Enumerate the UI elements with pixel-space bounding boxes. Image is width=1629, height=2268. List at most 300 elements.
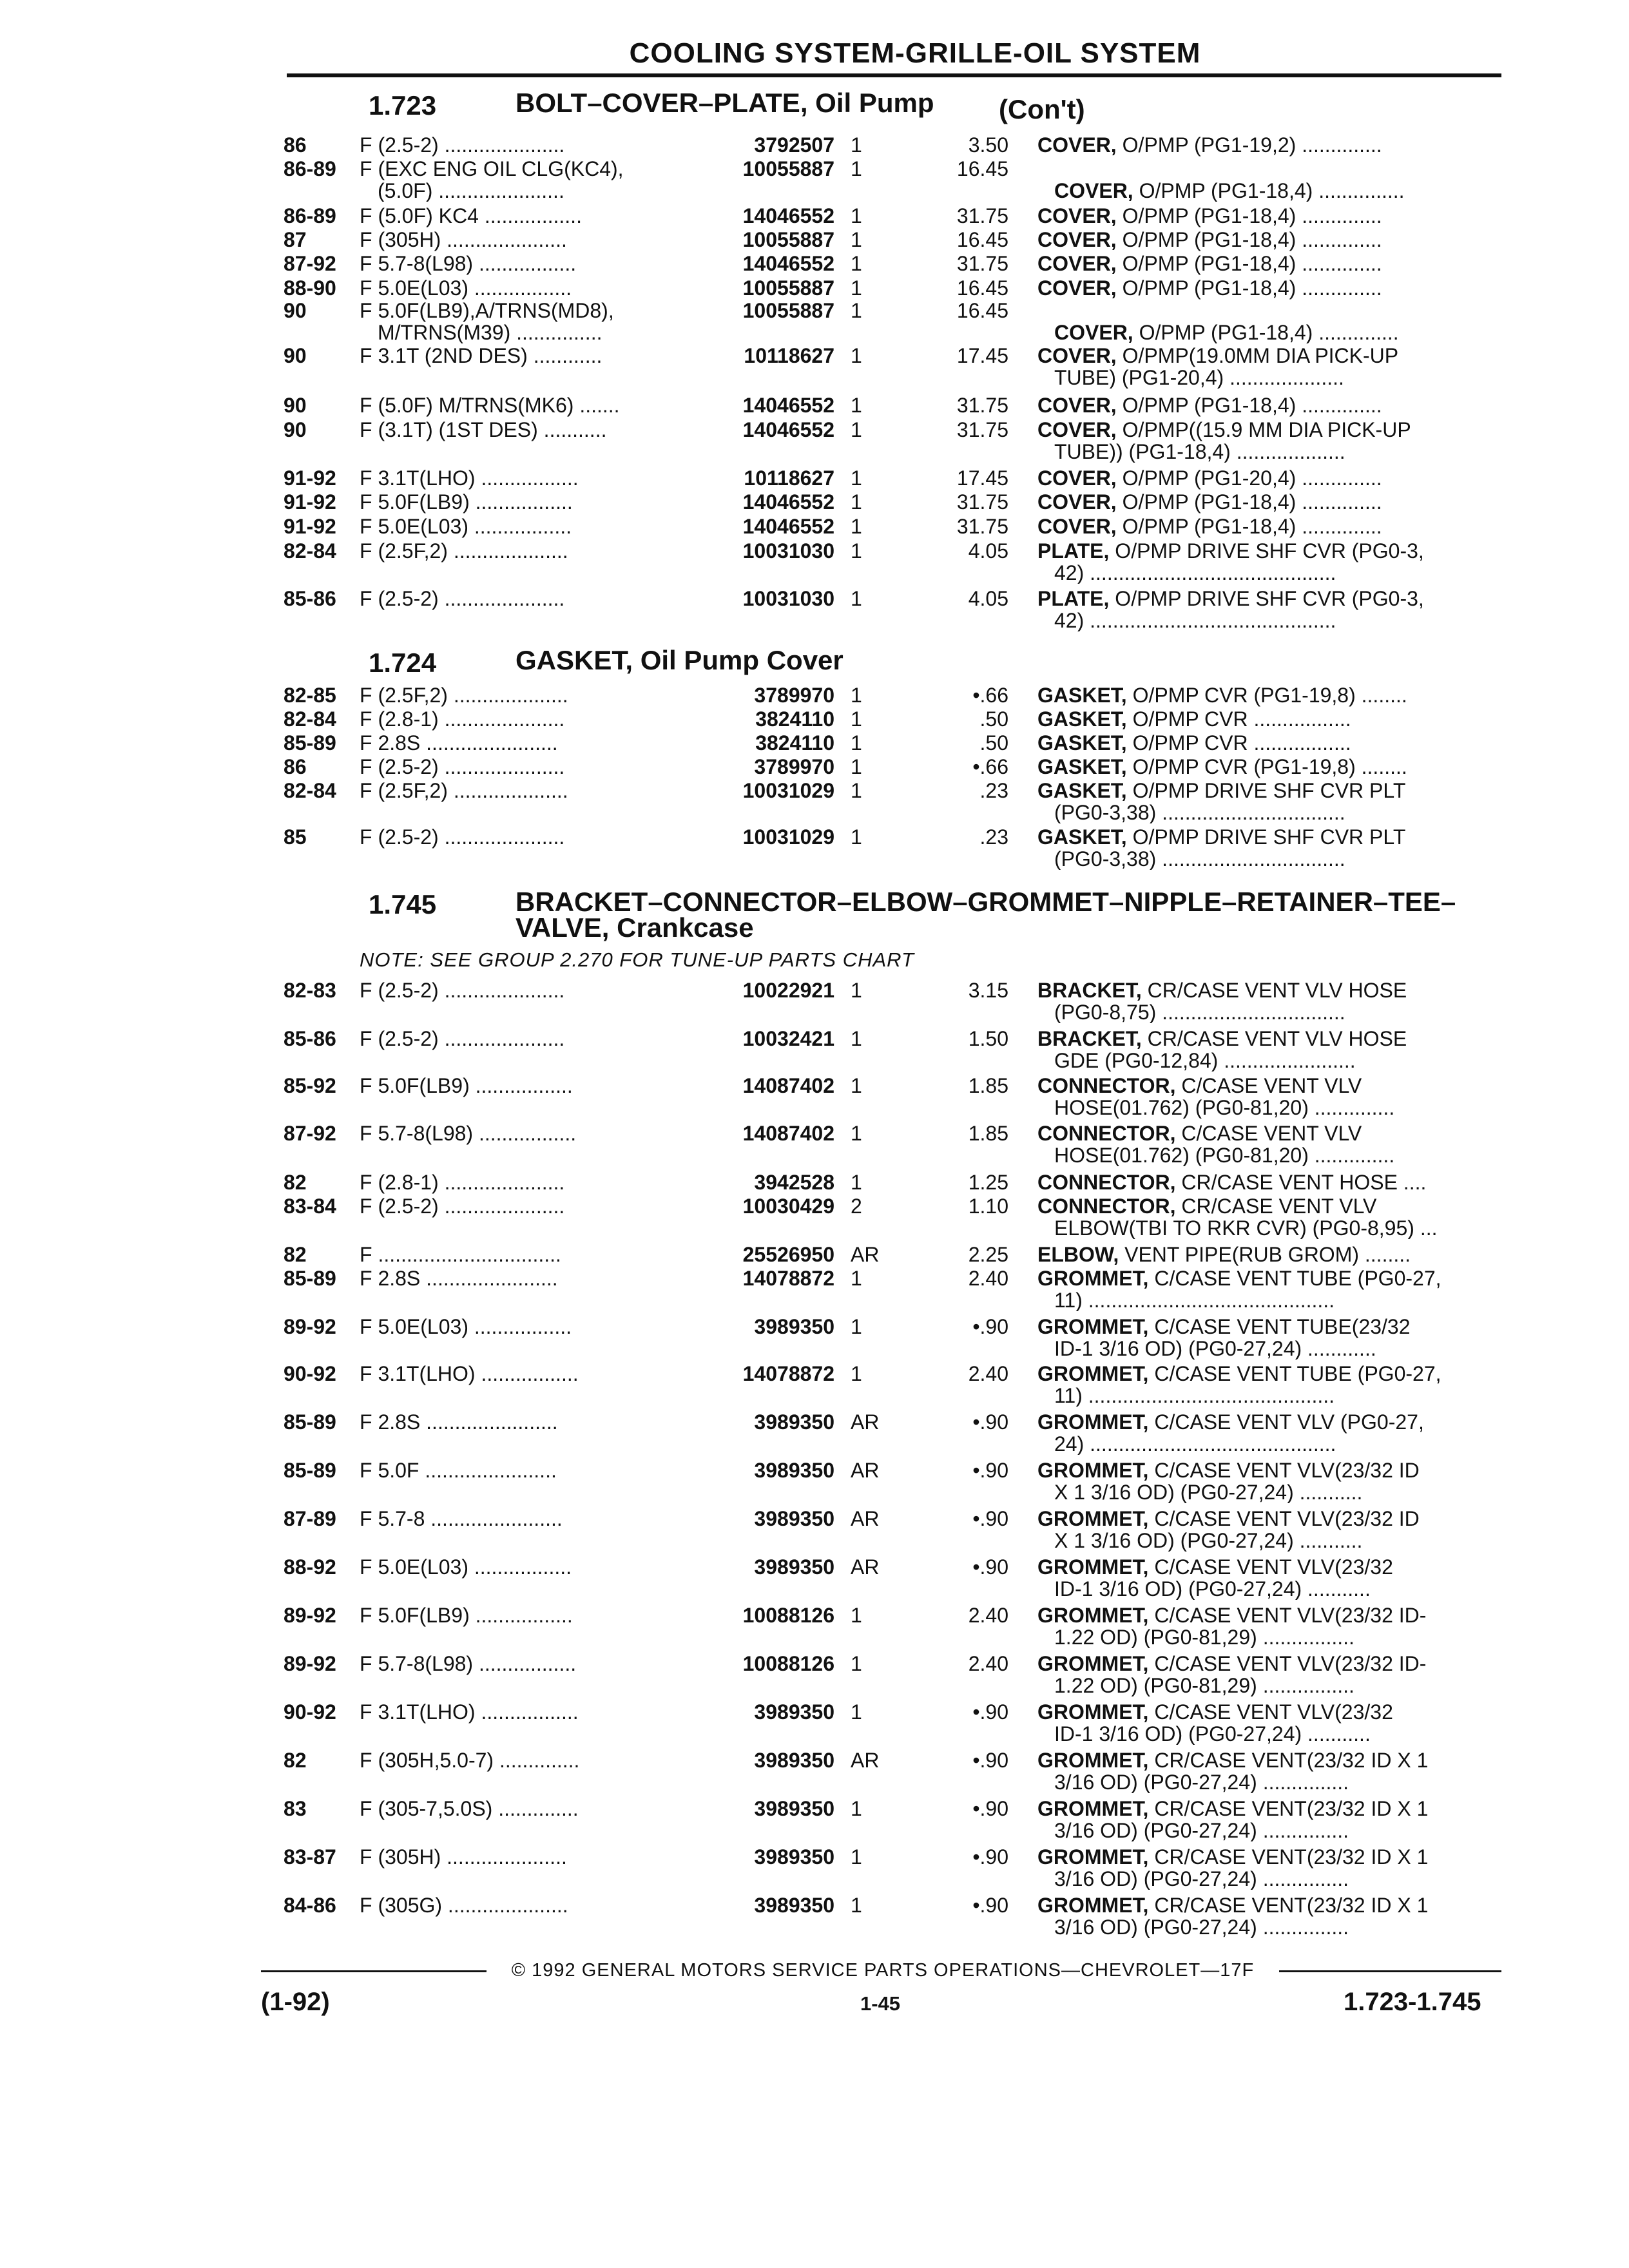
price: .50 [979,731,1008,754]
description-line: GASKET, O/PMP CVR (PG1-19,8) ........ [1037,684,1407,707]
model-year: 90 [284,299,307,322]
quantity: 1 [851,466,862,490]
footer-copyright: © 1992 GENERAL MOTORS SERVICE PARTS OPERATIONS—CHEVROLET—17F [511,1960,1255,1981]
parts-row [0,1316,1629,1361]
price: 16.45 [956,228,1008,251]
engine-line [360,848,708,870]
description-line: 24) ........................................... [1054,1432,1336,1455]
quantity: 1 [851,731,862,754]
quantity: 1 [851,490,862,514]
description-line: COVER, O/PMP (PG1-18,4) .............. [1037,253,1382,275]
engine-line: F (2.5F,2) .................... [360,780,568,802]
quantity: 1 [851,252,862,275]
engine-line: F 5.0E(L03) ................. [360,277,572,300]
description-line: COVER, O/PMP (PG1-18,4) .............. [1037,277,1382,300]
quantity: 1 [851,1797,862,1820]
part-number: 10055887 [742,157,834,180]
part-number: 10031029 [742,825,834,849]
engine-line [360,1916,708,1938]
description-line: COVER, O/PMP (PG1-18,4) .............. [1037,229,1382,251]
description-line: 3/16 OD) (PG0-27,24) ............... [1054,1867,1349,1890]
part-number: 3989350 [754,1555,834,1579]
tune-up-note: NOTE: SEE GROUP 2.270 FOR TUNE-UP PARTS CHART [360,948,914,971]
parts-row [0,1508,1629,1553]
price: 1.25 [968,1171,1008,1194]
part-name: GROMMET, [1037,1749,1149,1772]
part-number: 10030429 [742,1195,834,1218]
description-line: BRACKET, CR/CASE VENT VLV HOSE [1037,979,1407,1002]
quantity: 1 [851,394,862,417]
parts-row [0,1556,1629,1601]
engine-line: F 5.7-8(L98) ................. [360,1653,577,1675]
engine-line [360,1385,708,1407]
part-number: 10088126 [742,1652,834,1675]
part-name: GROMMET, [1037,1556,1149,1579]
engine-application [360,300,708,343]
price: 1.10 [968,1195,1008,1218]
parts-row [0,1122,1629,1168]
price: .23 [979,779,1008,802]
quantity: AR [851,1749,880,1772]
price: 2.40 [968,1604,1008,1627]
description-line: ID-1 3/16 OD) (PG0-27,24) ............ [1054,1337,1376,1360]
section-number: 1.724 [369,648,437,678]
engine-line [360,1144,708,1166]
part-number: 10088126 [742,1604,834,1627]
part-description [1037,1028,1514,1072]
part-name: COVER, [1037,229,1117,251]
engine-line: F (2.5F,2) .................... [360,540,568,562]
part-number: 14078872 [742,1267,834,1290]
part-description [1037,1195,1514,1239]
part-number: 10031029 [742,779,834,802]
description-line: (PG0-3,38) ................................ [1054,847,1345,870]
description-line: ID-1 3/16 OD) (PG0-27,24) ........... [1054,1577,1371,1600]
parts-row [0,1604,1629,1649]
description-line: CONNECTOR, CR/CASE VENT HOSE .... [1037,1171,1427,1194]
description-line: GROMMET, C/CASE VENT VLV(23/32 [1037,1701,1393,1724]
description-line: 42) ........................................... [1054,609,1336,631]
part-number: 14046552 [742,252,834,275]
model-year: 85-89 [284,1267,336,1290]
description-line: GROMMET, C/CASE VENT VLV(23/32 ID- [1037,1604,1427,1627]
model-year: 84-86 [284,1894,336,1917]
engine-line: F (2.8-1) ..................... [360,708,565,731]
quantity: 1 [851,1894,862,1917]
part-description [1037,588,1514,631]
footer-rule-left [261,1970,487,1972]
parts-row [0,1267,1629,1312]
part-description [1037,1267,1514,1311]
engine-line: M/TRNS(M39) ............... [378,321,602,343]
engine-line [360,1433,708,1455]
part-number: 3989350 [754,1845,834,1869]
description-line [1037,158,1514,180]
model-year: 85-86 [284,587,336,610]
engine-line: F (305H) ..................... [360,229,567,251]
engine-application [360,1749,708,1793]
engine-line: F 5.0F ....................... [360,1459,557,1482]
engine-application [360,419,708,463]
description-line: COVER, O/PMP(19.0MM DIA PICK-UP [1037,345,1399,367]
section-number: 1.745 [369,889,437,919]
quantity: 1 [851,276,862,300]
description-line: 11) ........................................... [1054,1289,1335,1311]
price: 31.75 [956,252,1008,275]
part-description [1037,300,1514,343]
model-year: 86-89 [284,157,336,180]
model-year: 86-89 [284,204,336,227]
part-name: GASKET, [1037,684,1127,707]
quantity: 1 [851,228,862,251]
quantity: 1 [851,1267,862,1290]
engine-line: (5.0F) ...................... [378,179,564,202]
parts-row [0,1846,1629,1891]
engine-line: F 5.0F(LB9),A/TRNS(MD8), [360,300,614,322]
part-description [1037,1316,1514,1360]
model-year: 85-92 [284,1074,336,1097]
model-year: 87-92 [284,252,336,275]
parts-row [0,1075,1629,1120]
engine-application [360,1894,708,1938]
part-number: 3989350 [754,1459,834,1482]
engine-line: F (2.8-1) ..................... [360,1171,565,1194]
part-description [1037,780,1514,823]
description-line: GROMMET, C/CASE VENT VLV (PG0-27, [1037,1411,1424,1434]
quantity: 1 [851,1027,862,1050]
part-name: COVER, [1054,179,1133,202]
part-number: 10118627 [744,344,834,367]
quantity: 1 [851,1315,862,1338]
price: 2.40 [968,1652,1008,1675]
model-year: 88-92 [284,1555,336,1579]
description-line: GASKET, O/PMP CVR ................. [1037,732,1351,754]
engine-line: F 2.8S ....................... [360,732,558,754]
part-number: 10055887 [742,228,834,251]
price: •.90 [972,1894,1008,1917]
price: 17.45 [956,344,1008,367]
quantity: 1 [851,157,862,180]
price: 2.25 [968,1243,1008,1266]
quantity: AR [851,1555,880,1579]
engine-application [360,1075,708,1119]
part-name: GROMMET, [1037,1459,1149,1482]
model-year: 82 [284,1243,307,1266]
quantity: 1 [851,1362,862,1385]
engine-application [360,826,708,870]
part-name: CONNECTOR, [1037,1171,1176,1194]
description-line: PLATE, O/PMP DRIVE SHF CVR (PG0-3, [1037,588,1424,610]
part-number: 14046552 [742,204,834,227]
engine-line: F 5.7-8 ....................... [360,1508,563,1530]
engine-line: F (305H,5.0-7) .............. [360,1749,580,1772]
price: 31.75 [956,418,1008,441]
part-description [1037,1556,1514,1600]
engine-line: F (305H) ..................... [360,1846,567,1869]
model-year: 82-84 [284,779,336,802]
part-description [1037,1075,1514,1119]
price: 16.45 [956,276,1008,300]
parts-row [0,1363,1629,1408]
part-name: COVER, [1037,134,1117,157]
description-line: GROMMET, C/CASE VENT VLV(23/32 ID [1037,1508,1420,1530]
part-number: 10055887 [742,299,834,322]
part-number: 3989350 [754,1410,834,1434]
part-number: 14046552 [742,394,834,417]
price: •.90 [972,1507,1008,1530]
parts-row [0,588,1629,633]
price: 16.45 [956,157,1008,180]
quantity: 1 [851,707,862,731]
part-number: 14087402 [742,1074,834,1097]
quantity: 1 [851,1845,862,1869]
engine-line: F (2.5-2) ..................... [360,134,565,157]
engine-application [360,1556,708,1600]
part-name: GASKET, [1037,780,1127,802]
part-description [1037,158,1514,202]
description-line: X 1 3/16 OD) (PG0-27,24) ........... [1054,1481,1363,1503]
part-name: BRACKET, [1037,979,1142,1002]
engine-line: F (305-7,5.0S) .............. [360,1798,579,1820]
price: 4.05 [968,587,1008,610]
engine-application [360,1316,708,1360]
price: 2.40 [968,1362,1008,1385]
description-line: GROMMET, C/CASE VENT VLV(23/32 ID- [1037,1653,1427,1675]
price: •.90 [972,1555,1008,1579]
parts-row [0,1749,1629,1794]
quantity: 1 [851,755,862,778]
quantity: AR [851,1410,880,1434]
part-description [1037,1798,1514,1841]
model-year: 82 [284,1171,307,1194]
quantity: 1 [851,684,862,707]
quantity: 2 [851,1195,862,1218]
price: 1.85 [968,1122,1008,1145]
quantity: 1 [851,1604,862,1627]
engine-application [360,1846,708,1890]
engine-line: F 3.1T (2ND DES) ............ [360,345,602,367]
description-line: GROMMET, CR/CASE VENT(23/32 ID X 1 [1037,1846,1429,1869]
part-number: 14046552 [742,418,834,441]
part-description [1037,1749,1514,1793]
engine-line: F 3.1T(LHO) ................. [360,1363,579,1385]
parts-row [0,979,1629,1024]
engine-line: F (2.5-2) ..................... [360,1195,565,1218]
parts-row [0,1653,1629,1698]
model-year: 86 [284,133,307,157]
model-year: 86 [284,755,307,778]
part-number: 3989350 [754,1700,834,1724]
price: 4.05 [968,539,1008,562]
part-name: GROMMET, [1037,1894,1149,1917]
engine-line: F (3.1T) (1ST DES) ........... [360,419,607,441]
price: •.90 [972,1749,1008,1772]
part-description [1037,419,1514,463]
quantity: AR [851,1507,880,1530]
part-name: GASKET, [1037,732,1127,754]
part-name: COVER, [1037,515,1117,538]
parts-row [0,780,1629,825]
part-name: COVER, [1037,491,1117,514]
description-line: ID-1 3/16 OD) (PG0-27,24) ........... [1054,1722,1371,1745]
price: 2.40 [968,1267,1008,1290]
part-description [1037,540,1514,584]
model-year: 90-92 [284,1700,336,1724]
description-line: COVER, O/PMP (PG1-19,2) .............. [1037,134,1382,157]
model-year: 90 [284,344,307,367]
part-name: GROMMET, [1037,1653,1149,1675]
part-name: COVER, [1054,321,1133,343]
description-line: X 1 3/16 OD) (PG0-27,24) ........... [1054,1529,1363,1552]
part-number: 3989350 [754,1894,834,1917]
section-range: 1.723-1.745 [1344,1988,1481,2016]
footer-date: (1-92) [261,1988,330,2016]
model-year: 85-89 [284,1410,336,1434]
quantity: 1 [851,204,862,227]
price: •.90 [972,1315,1008,1338]
part-description [1037,826,1514,870]
part-description [1037,345,1514,389]
price: 31.75 [956,490,1008,514]
part-number: 3824110 [755,707,834,731]
part-name: GROMMET, [1037,1316,1149,1338]
description-line: (PG0-8,75) ................................ [1054,1001,1345,1023]
part-name: GASKET, [1037,708,1127,731]
parts-row [0,158,1629,203]
description-line: TUBE) (PG1-20,4) .................... [1054,366,1344,389]
engine-line [360,802,708,823]
part-number: 10055887 [742,276,834,300]
part-name: GROMMET, [1037,1363,1149,1385]
part-number: 3942528 [754,1171,834,1194]
engine-application [360,780,708,823]
part-number: 14046552 [742,490,834,514]
part-name: CONNECTOR, [1037,1122,1176,1145]
part-name: GROMMET, [1037,1846,1149,1869]
description-line: GASKET, O/PMP DRIVE SHF CVR PLT [1037,780,1406,802]
engine-line [360,1289,708,1311]
engine-line: F 5.0E(L03) ................. [360,515,572,538]
parts-row [0,419,1629,464]
parts-row [0,826,1629,871]
part-description [1037,1894,1514,1938]
parts-row [0,540,1629,585]
engine-line [360,1723,708,1745]
price: .23 [979,825,1008,849]
part-name: CONNECTOR, [1037,1195,1176,1218]
part-name: COVER, [1037,277,1117,300]
quantity: 1 [851,539,862,562]
description-line: CONNECTOR, C/CASE VENT VLV [1037,1122,1362,1145]
price: •.90 [972,1797,1008,1820]
model-year: 83 [284,1797,307,1820]
engine-line [360,1050,708,1072]
part-number: 3789970 [754,755,834,778]
part-description [1037,1846,1514,1890]
engine-line: F 5.0F(LB9) ................. [360,491,573,514]
quantity: 1 [851,587,862,610]
price: •.66 [972,755,1008,778]
price: •.90 [972,1700,1008,1724]
part-name: COVER, [1037,419,1117,441]
engine-application [360,1508,708,1552]
model-year: 85-86 [284,1027,336,1050]
description-line: COVER, O/PMP (PG1-18,4) .............. [1054,321,1399,343]
part-number: 10031030 [742,587,834,610]
description-line: GROMMET, C/CASE VENT TUBE (PG0-27, [1037,1267,1441,1290]
description-line: GROMMET, CR/CASE VENT(23/32 ID X 1 [1037,1894,1429,1917]
description-line: COVER, O/PMP (PG1-18,4) .............. [1037,515,1382,538]
part-name: GROMMET, [1037,1411,1149,1434]
part-number: 14078872 [742,1362,834,1385]
engine-line: F 2.8S ....................... [360,1267,558,1290]
part-description [1037,1604,1514,1648]
engine-line: F 3.1T(LHO) ................. [360,1701,579,1724]
part-name: CONNECTOR, [1037,1075,1176,1097]
engine-application [360,979,708,1023]
engine-application [360,1028,708,1072]
parts-row [0,1459,1629,1504]
engine-line [360,441,708,463]
engine-line: F (5.0F) M/TRNS(MK6) ....... [360,394,620,417]
description-line: (PG0-3,38) ................................ [1054,801,1345,823]
engine-line: F 5.0E(L03) ................. [360,1556,572,1579]
model-year: 87-92 [284,1122,336,1145]
price: •.66 [972,684,1008,707]
engine-line: F (2.5-2) ..................... [360,826,565,849]
price: 17.45 [956,466,1008,490]
engine-line [360,1868,708,1890]
engine-application [360,1604,708,1648]
part-name: GROMMET, [1037,1508,1149,1530]
model-year: 89-92 [284,1315,336,1338]
engine-line: F (5.0F) KC4 ................. [360,205,582,227]
model-year: 90 [284,394,307,417]
model-year: 91-92 [284,466,336,490]
part-name: GASKET, [1037,756,1127,778]
quantity: 1 [851,1700,862,1724]
description-line: 1.22 OD) (PG0-81,29) ................ [1054,1674,1354,1696]
part-name: GROMMET, [1037,1604,1149,1627]
part-description [1037,1122,1514,1166]
part-number: 3989350 [754,1507,834,1530]
description-line: PLATE, O/PMP DRIVE SHF CVR (PG0-3, [1037,540,1424,562]
description-line: GROMMET, C/CASE VENT TUBE(23/32 [1037,1316,1411,1338]
description-line: BRACKET, CR/CASE VENT VLV HOSE [1037,1028,1407,1050]
part-name: GASKET, [1037,826,1127,849]
engine-line: F (EXC ENG OIL CLG(KC4), [360,158,624,180]
engine-line [360,1481,708,1503]
part-description [1037,979,1514,1023]
engine-application [360,1653,708,1696]
price: •.90 [972,1410,1008,1434]
part-name: GROMMET, [1037,1267,1149,1290]
section-title: BRACKET–CONNECTOR–ELBOW–GROMMET–NIPPLE–RETAINER–TEE–VALVE, Crankcase [516,887,1456,943]
engine-line: F (2.5-2) ..................... [360,979,565,1002]
price: 31.75 [956,204,1008,227]
description-line: COVER, O/PMP((15.9 MM DIA PICK-UP [1037,419,1411,441]
part-description [1037,1363,1514,1407]
model-year: 91-92 [284,490,336,514]
quantity: 1 [851,1122,862,1145]
description-line: COVER, O/PMP (PG1-20,4) .............. [1037,467,1382,490]
part-name: COVER, [1037,205,1117,227]
engine-line [360,1217,708,1239]
engine-line [360,562,708,584]
quantity: AR [851,1459,880,1482]
quantity: 1 [851,515,862,538]
model-year: 82-84 [284,539,336,562]
